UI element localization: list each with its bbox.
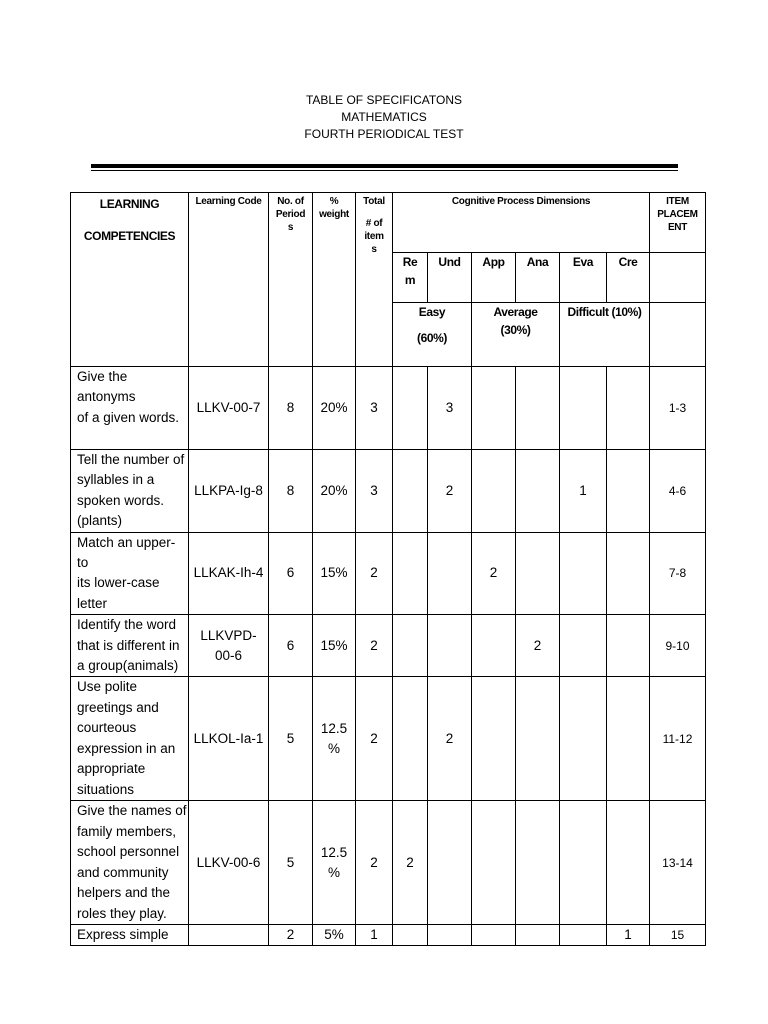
specification-table xyxy=(70,192,706,946)
app-cell xyxy=(472,367,516,450)
header-difficulty-difficult: Difficult (10%) xyxy=(560,303,650,367)
learning-code-cell: LLKPA-Ig-8 xyxy=(189,450,269,533)
cre-cell xyxy=(607,677,650,801)
total-items-cell: 2 xyxy=(356,532,393,615)
periods-cell: 5 xyxy=(269,677,313,801)
ana-cell: 2 xyxy=(516,615,560,677)
title-line-3: FOURTH PERIODICAL TEST xyxy=(304,127,464,141)
header-periods: No. of Period s xyxy=(269,193,313,367)
item-placement-cell: 13-14 xyxy=(650,801,706,924)
periods-cell: 2 xyxy=(269,924,313,945)
header-total-items: Total # of item s xyxy=(356,193,393,367)
und-cell: 2 xyxy=(428,677,472,801)
competency-cell: Express simple xyxy=(71,924,189,945)
table-row xyxy=(71,615,706,677)
table-row xyxy=(71,924,706,945)
header-difficulty-easy: Easy (60%) xyxy=(393,303,472,367)
header-placement-blank xyxy=(650,303,706,367)
learning-code-cell: LLKAK-Ih-4 xyxy=(189,532,269,615)
header-dim-ana: Ana xyxy=(516,253,560,303)
header-dim-und: Und xyxy=(428,253,472,303)
learning-code-cell xyxy=(189,924,269,945)
rem-cell xyxy=(393,924,428,945)
app-cell xyxy=(472,615,516,677)
app-cell: 2 xyxy=(472,532,516,615)
table-row xyxy=(71,801,706,924)
item-placement-cell: 4-6 xyxy=(650,450,706,533)
header-weight: % weight xyxy=(313,193,356,367)
periods-cell: 8 xyxy=(269,367,313,450)
weight-cell: 20% xyxy=(313,367,356,450)
header-dim-eva: Eva xyxy=(560,253,607,303)
table-row xyxy=(71,532,706,615)
total-items-cell: 1 xyxy=(356,924,393,945)
eva-cell: 1 xyxy=(560,450,607,533)
learning-code-cell: LLKV-00-6 xyxy=(189,801,269,924)
total-items-cell: 2 xyxy=(356,615,393,677)
ana-cell xyxy=(516,532,560,615)
eva-cell xyxy=(560,801,607,924)
periods-cell: 6 xyxy=(269,615,313,677)
weight-cell: 20% xyxy=(313,450,356,533)
cre-cell xyxy=(607,532,650,615)
total-items-cell: 2 xyxy=(356,677,393,801)
rem-cell xyxy=(393,532,428,615)
header-dim-rem: Re m xyxy=(393,253,428,303)
competency-cell: Use polite greetings and courteous expression in an appropriate situations xyxy=(71,677,189,801)
total-items-cell: 2 xyxy=(356,801,393,924)
item-placement-cell: 7-8 xyxy=(650,532,706,615)
periods-cell: 6 xyxy=(269,532,313,615)
table-row xyxy=(71,367,706,450)
title-rule-thick xyxy=(91,164,678,168)
app-cell xyxy=(472,450,516,533)
header-dim-cre: Cre xyxy=(607,253,650,303)
cre-cell xyxy=(607,367,650,450)
eva-cell xyxy=(560,615,607,677)
rem-cell xyxy=(393,615,428,677)
header-dim-app: App xyxy=(472,253,516,303)
cre-cell xyxy=(607,801,650,924)
und-cell xyxy=(428,801,472,924)
und-cell: 3 xyxy=(428,367,472,450)
header-placement-blank xyxy=(650,253,706,303)
competency-cell: Match an upper- to its lower-case letter xyxy=(71,532,189,615)
item-placement-cell: 1-3 xyxy=(650,367,706,450)
table-row xyxy=(71,677,706,801)
rem-cell: 2 xyxy=(393,801,428,924)
learning-code-cell: LLKOL-Ia-1 xyxy=(189,677,269,801)
competency-cell: Tell the number of syllables in a spoken words. (plants) xyxy=(71,450,189,533)
und-cell: 2 xyxy=(428,450,472,533)
rem-cell xyxy=(393,450,428,533)
table-row xyxy=(71,450,706,533)
competency-cell: Give the antonyms of a given words. xyxy=(71,367,189,450)
weight-cell: 15% xyxy=(313,532,356,615)
rem-cell xyxy=(393,367,428,450)
header-competencies: LEARNING COMPETENCIES xyxy=(71,193,189,367)
und-cell xyxy=(428,615,472,677)
periods-cell: 8 xyxy=(269,450,313,533)
header-difficulty-average: Average (30%) xyxy=(472,303,560,367)
app-cell xyxy=(472,677,516,801)
learning-code-cell: LLKV-00-7 xyxy=(189,367,269,450)
cre-cell xyxy=(607,450,650,533)
cre-cell xyxy=(607,615,650,677)
title-line-2: MATHEMATICS xyxy=(341,110,427,124)
und-cell xyxy=(428,532,472,615)
app-cell xyxy=(472,801,516,924)
item-placement-cell: 9-10 xyxy=(650,615,706,677)
ana-cell xyxy=(516,450,560,533)
periods-cell: 5 xyxy=(269,801,313,924)
eva-cell xyxy=(560,677,607,801)
weight-cell: 12.5 % xyxy=(313,801,356,924)
header-learning-code: Learning Code xyxy=(189,193,269,367)
ana-cell xyxy=(516,367,560,450)
ana-cell xyxy=(516,677,560,801)
header-item-placement: ITEM PLACEM ENT xyxy=(650,193,706,253)
weight-cell: 12.5 % xyxy=(313,677,356,801)
eva-cell xyxy=(560,532,607,615)
ana-cell xyxy=(516,801,560,924)
header-cognitive-dimensions: Cognitive Process Dimensions xyxy=(393,193,650,253)
eva-cell xyxy=(560,924,607,945)
total-items-cell: 3 xyxy=(356,367,393,450)
ana-cell xyxy=(516,924,560,945)
weight-cell: 15% xyxy=(313,615,356,677)
app-cell xyxy=(472,924,516,945)
title-line-1: TABLE OF SPECIFICATONS xyxy=(305,93,463,107)
learning-code-cell: LLKVPD- 00-6 xyxy=(189,615,269,677)
title-rule-thin xyxy=(91,170,678,171)
item-placement-cell: 15 xyxy=(650,924,706,945)
eva-cell xyxy=(560,367,607,450)
cre-cell: 1 xyxy=(607,924,650,945)
weight-cell: 5% xyxy=(313,924,356,945)
rem-cell xyxy=(393,677,428,801)
total-items-cell: 3 xyxy=(356,450,393,533)
und-cell xyxy=(428,924,472,945)
competency-cell: Identify the word that is different in a group(animals) xyxy=(71,615,189,677)
competency-cell: Give the names of family members, school personnel and community helpers and the roles they play. xyxy=(71,801,189,924)
document-title xyxy=(0,92,768,143)
item-placement-cell: 11-12 xyxy=(650,677,706,801)
